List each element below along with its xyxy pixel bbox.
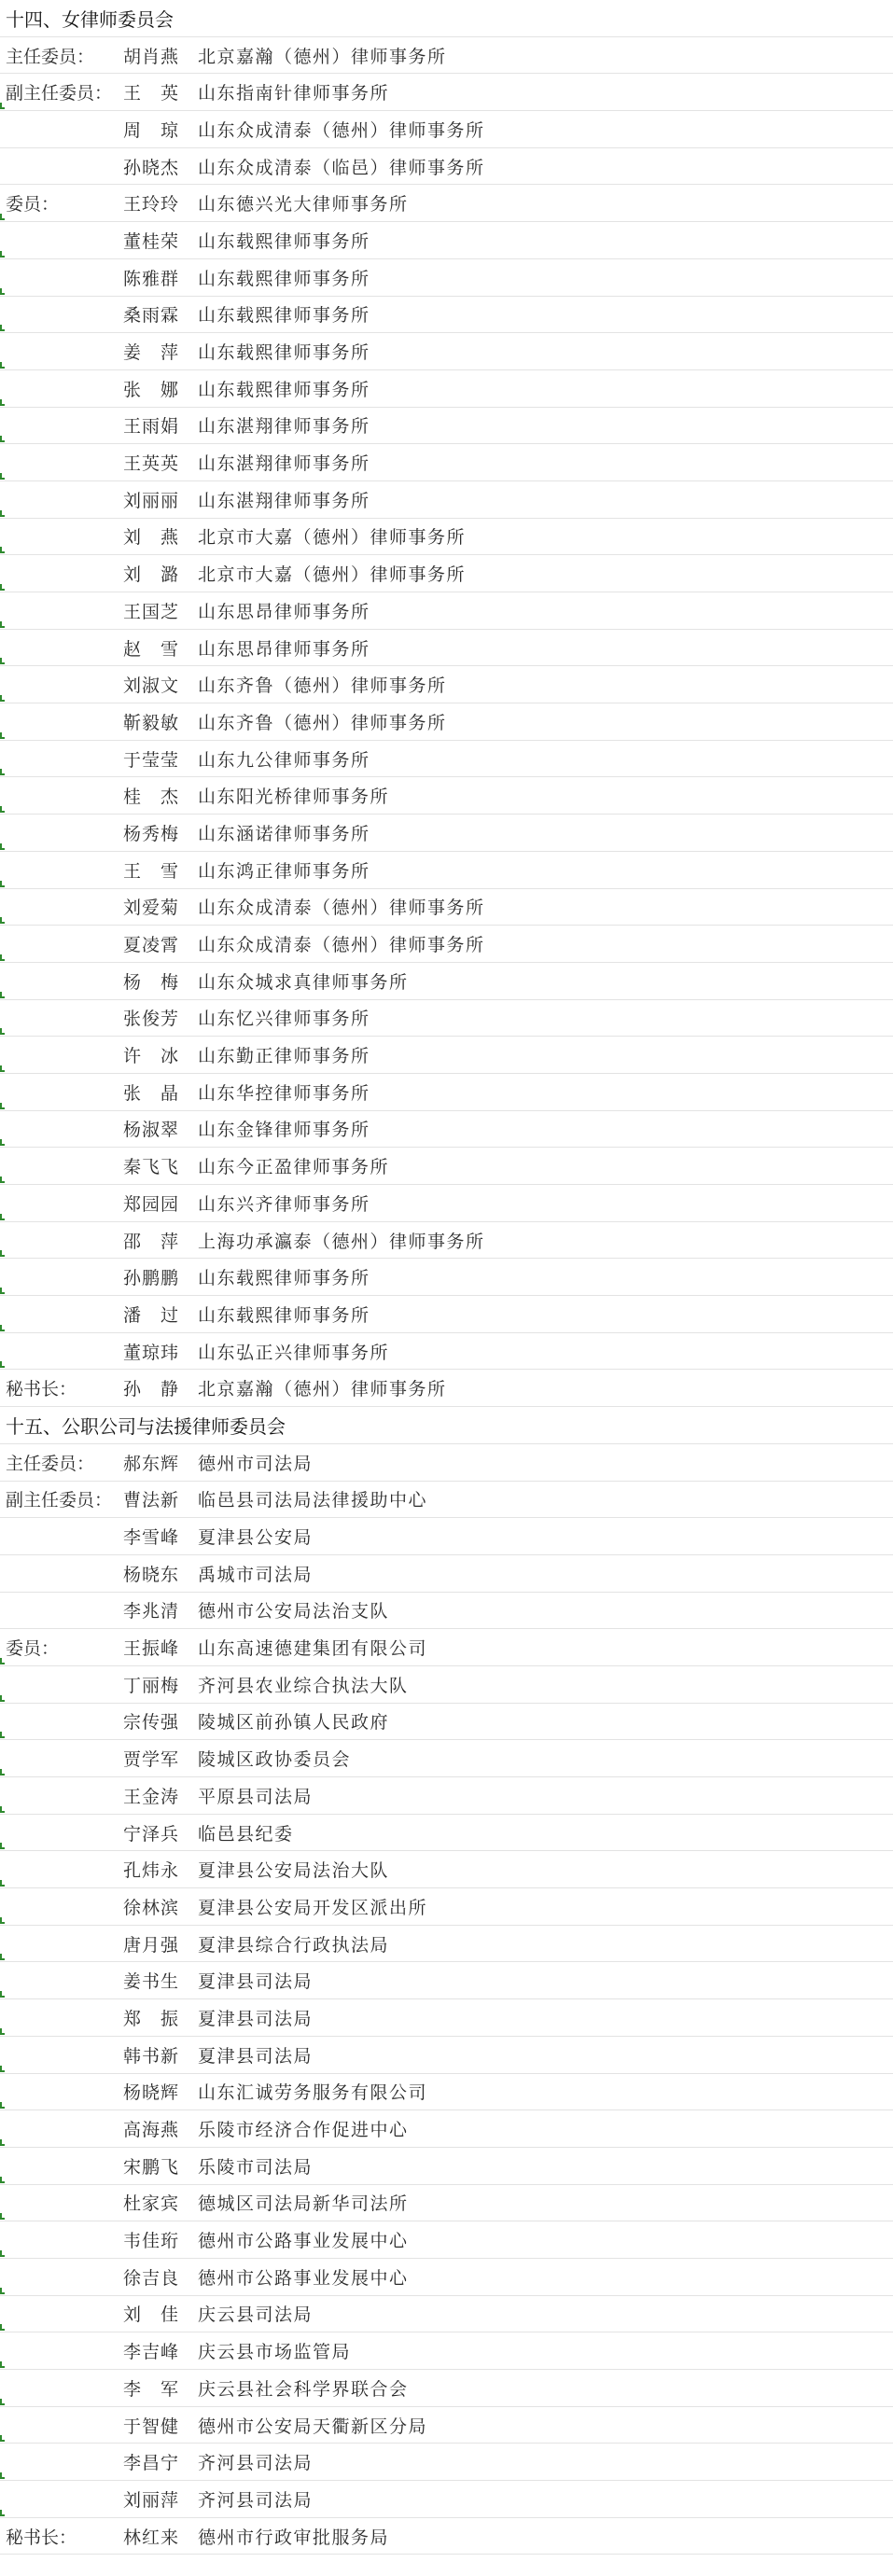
cell-comment-marker-icon	[0, 658, 5, 664]
member-name: 唐月强	[123, 1934, 180, 1956]
member-name: 宗传强	[123, 1712, 180, 1734]
member-name: 刘丽丽	[123, 490, 180, 511]
member-organization: 山东思昂律师事务所	[198, 601, 370, 622]
member-row	[0, 926, 893, 963]
member-name: 李吉峰	[123, 2342, 180, 2363]
cell-comment-marker-icon	[0, 2399, 5, 2405]
member-name: 孙晓杰	[123, 157, 180, 178]
member-name: 徐林滨	[123, 1897, 180, 1918]
cell-comment-marker-icon	[0, 1028, 5, 1035]
member-name: 高海燕	[123, 2120, 180, 2141]
member-name: 刘 燕	[123, 527, 180, 549]
member-organization: 临邑县司法局法律援助中心	[198, 1490, 428, 1511]
member-organization: 山东众成清泰（德州）律师事务所	[198, 898, 485, 919]
member-row	[0, 222, 893, 259]
cell-comment-marker-icon	[0, 103, 5, 109]
cell-comment-marker-icon	[0, 2361, 5, 2368]
cell-comment-marker-icon	[0, 1954, 5, 1960]
member-row	[0, 2518, 893, 2555]
cell-comment-marker-icon	[0, 1917, 5, 1924]
member-organization: 德州市司法局	[198, 1453, 314, 1474]
member-organization: 山东湛翔律师事务所	[198, 490, 370, 511]
cell-comment-marker-icon	[0, 1658, 5, 1664]
cell-comment-marker-icon	[0, 732, 5, 739]
member-name: 宋鹏飞	[123, 2156, 180, 2178]
member-organization: 夏津县司法局	[198, 1971, 314, 1993]
member-row	[0, 1777, 893, 1815]
member-name: 孔炜永	[123, 1860, 180, 1882]
member-organization: 德州市公安局天衢新区分局	[198, 2416, 428, 2437]
section-title: 十四、女律师委员会	[6, 7, 174, 31]
member-name: 孙 静	[123, 1379, 180, 1400]
member-row	[0, 2148, 893, 2185]
member-name: 靳毅敏	[123, 712, 180, 733]
member-organization: 山东众成清泰（德州）律师事务所	[198, 935, 485, 956]
cell-comment-marker-icon	[0, 1065, 5, 1072]
cell-comment-marker-icon	[0, 1139, 5, 1146]
section-title: 十五、公职公司与法援律师委员会	[6, 1414, 286, 1438]
member-role: 副主任委员：	[6, 1490, 113, 1511]
member-name: 林红来	[123, 2527, 180, 2548]
member-name: 韦佳珩	[123, 2231, 180, 2252]
member-role: 秘书长：	[6, 2527, 77, 2548]
cell-comment-marker-icon	[0, 1361, 5, 1368]
member-row	[0, 1370, 893, 1407]
member-row	[0, 1037, 893, 1074]
member-row	[0, 2110, 893, 2148]
member-name: 张 娜	[123, 379, 180, 400]
member-role: 副主任委员：	[6, 83, 113, 104]
cell-comment-marker-icon	[0, 2510, 5, 2516]
member-name: 曹法新	[123, 1490, 180, 1511]
member-row	[0, 1666, 893, 1704]
member-name: 于智健	[123, 2416, 180, 2437]
member-organization: 北京嘉瀚（德州）律师事务所	[198, 46, 447, 67]
member-organization: 山东众成清泰（临邑）律师事务所	[198, 157, 485, 178]
member-name: 潘 过	[123, 1304, 180, 1326]
member-organization: 陵城区前孙镇人民政府	[198, 1712, 390, 1734]
member-organization: 夏津县司法局	[198, 2008, 314, 2029]
member-role: 委员：	[6, 194, 60, 216]
member-organization: 齐河县农业综合执法大队	[198, 1675, 409, 1696]
member-organization: 山东德兴光大律师事务所	[198, 194, 409, 216]
member-name: 李 军	[123, 2378, 180, 2400]
member-row	[0, 2444, 893, 2481]
member-organization: 夏津县公安局法治大队	[198, 1860, 390, 1882]
member-name: 王雨娟	[123, 416, 180, 438]
member-row	[0, 2259, 893, 2296]
section-heading	[0, 0, 893, 37]
member-name: 张 晶	[123, 1082, 180, 1104]
cell-comment-marker-icon	[0, 1288, 5, 1294]
member-row	[0, 1888, 893, 1926]
member-row	[0, 2296, 893, 2333]
cell-comment-marker-icon	[0, 917, 5, 924]
member-organization: 庆云县市场监管局	[198, 2342, 352, 2363]
cell-comment-marker-icon	[0, 695, 5, 702]
member-name: 陈雅群	[123, 268, 180, 289]
member-name: 董琼玮	[123, 1342, 180, 1363]
section-heading	[0, 1407, 893, 1444]
member-row	[0, 1333, 893, 1371]
member-row	[0, 666, 893, 703]
member-name: 张俊芳	[123, 1009, 180, 1030]
member-organization: 山东指南针律师事务所	[198, 83, 390, 104]
member-organization: 山东思昂律师事务所	[198, 638, 370, 660]
cell-comment-marker-icon	[0, 1991, 5, 1998]
member-row	[0, 1000, 893, 1037]
member-organization: 德州市公安局法治支队	[198, 1601, 390, 1622]
member-row	[0, 555, 893, 592]
cell-comment-marker-icon	[0, 1103, 5, 1109]
member-name: 许 冰	[123, 1046, 180, 1067]
member-row	[0, 111, 893, 148]
member-organization: 山东载熙律师事务所	[198, 305, 370, 327]
member-organization: 山东载熙律师事务所	[198, 230, 370, 252]
member-organization: 禹城市司法局	[198, 1564, 314, 1585]
cell-comment-marker-icon	[0, 1732, 5, 1738]
member-row	[0, 815, 893, 852]
member-row	[0, 185, 893, 222]
member-organization: 山东众成清泰（德州）律师事务所	[198, 119, 485, 141]
cell-comment-marker-icon	[0, 1695, 5, 1702]
member-organization: 山东忆兴律师事务所	[198, 1009, 370, 1030]
member-organization: 平原县司法局	[198, 1786, 314, 1807]
member-organization: 山东齐鲁（德州）律师事务所	[198, 675, 447, 697]
member-row	[0, 1111, 893, 1149]
member-row	[0, 370, 893, 408]
member-organization: 德州市公路事业发展中心	[198, 2267, 409, 2289]
member-row	[0, 889, 893, 926]
member-organization: 山东华控律师事务所	[198, 1082, 370, 1104]
member-name: 刘丽萍	[123, 2489, 180, 2511]
member-organization: 陵城区政协委员会	[198, 1749, 352, 1771]
member-row	[0, 1593, 893, 1630]
member-row	[0, 1482, 893, 1519]
cell-comment-marker-icon	[0, 2250, 5, 2257]
cell-comment-marker-icon	[0, 1806, 5, 1813]
cell-comment-marker-icon	[0, 1325, 5, 1331]
member-name: 王 英	[123, 83, 180, 104]
member-row	[0, 259, 893, 297]
member-row	[0, 2481, 893, 2518]
cell-comment-marker-icon	[0, 436, 5, 442]
member-row	[0, 2370, 893, 2407]
member-name: 姜书生	[123, 1971, 180, 1993]
cell-comment-marker-icon	[0, 2028, 5, 2035]
member-row	[0, 630, 893, 667]
member-row	[0, 592, 893, 630]
member-name: 杨晓辉	[123, 2082, 180, 2104]
member-name: 王玲玲	[123, 194, 180, 216]
cell-comment-marker-icon	[0, 1250, 5, 1257]
cell-comment-marker-icon	[0, 2435, 5, 2442]
member-organization: 山东鸿正律师事务所	[198, 860, 370, 882]
member-row	[0, 703, 893, 741]
member-name: 李兆清	[123, 1601, 180, 1622]
member-name: 桂 杰	[123, 787, 180, 808]
member-organization: 庆云县司法局	[198, 2304, 314, 2326]
member-organization: 山东九公律师事务所	[198, 749, 370, 771]
member-row	[0, 74, 893, 111]
member-name: 郑 振	[123, 2008, 180, 2029]
member-organization: 庆云县社会科学界联合会	[198, 2378, 409, 2400]
member-name: 王金涛	[123, 1786, 180, 1807]
member-name: 杜家宾	[123, 2193, 180, 2215]
member-name: 姜 萍	[123, 342, 180, 364]
member-row	[0, 1148, 893, 1185]
member-organization: 山东今正盈律师事务所	[198, 1157, 390, 1178]
member-organization: 山东兴齐律师事务所	[198, 1193, 370, 1215]
member-name: 董桂荣	[123, 230, 180, 252]
member-name: 周 琼	[123, 119, 180, 141]
cell-comment-marker-icon	[0, 362, 5, 369]
cell-comment-marker-icon	[0, 325, 5, 331]
member-name: 李昌宁	[123, 2453, 180, 2474]
member-organization: 夏津县综合行政执法局	[198, 1934, 390, 1956]
member-name: 郑园园	[123, 1193, 180, 1215]
member-row	[0, 1259, 893, 1296]
member-row	[0, 1704, 893, 1741]
member-row	[0, 1185, 893, 1222]
member-organization: 夏津县公安局	[198, 1527, 314, 1549]
member-name: 孙鹏鹏	[123, 1268, 180, 1289]
member-name: 邵 萍	[123, 1231, 180, 1252]
cell-comment-marker-icon	[0, 2213, 5, 2220]
member-organization: 山东齐鲁（德州）律师事务所	[198, 712, 447, 733]
member-row	[0, 963, 893, 1000]
member-row	[0, 2407, 893, 2444]
member-row	[0, 519, 893, 556]
member-organization: 山东载熙律师事务所	[198, 1304, 370, 1326]
member-organization: 北京嘉瀚（德州）律师事务所	[198, 1379, 447, 1400]
cell-comment-marker-icon	[0, 584, 5, 591]
member-organization: 北京市大嘉（德州）律师事务所	[198, 527, 467, 549]
member-organization: 北京市大嘉（德州）律师事务所	[198, 564, 467, 586]
member-role: 秘书长：	[6, 1379, 77, 1400]
member-organization: 山东众城求真律师事务所	[198, 971, 409, 993]
member-row	[0, 1815, 893, 1852]
member-organization: 山东载熙律师事务所	[198, 1268, 370, 1289]
member-organization: 山东涵诺律师事务所	[198, 823, 370, 844]
cell-comment-marker-icon	[0, 2288, 5, 2294]
member-row	[0, 444, 893, 481]
member-row	[0, 2185, 893, 2222]
member-name: 于莹莹	[123, 749, 180, 771]
member-name: 刘 佳	[123, 2304, 180, 2326]
member-organization: 德州市公路事业发展中心	[198, 2231, 409, 2252]
cell-comment-marker-icon	[0, 621, 5, 628]
member-row	[0, 1555, 893, 1593]
member-name: 刘淑文	[123, 675, 180, 697]
cell-comment-marker-icon	[0, 992, 5, 998]
member-organization: 临邑县纪委	[198, 1823, 294, 1845]
member-row	[0, 777, 893, 815]
member-organization: 山东高速德建集团有限公司	[198, 1638, 428, 1660]
member-row	[0, 148, 893, 186]
member-row	[0, 1740, 893, 1777]
member-name: 赵 雪	[123, 638, 180, 660]
cell-comment-marker-icon	[0, 1214, 5, 1220]
member-organization: 上海功承瀛泰（德州）律师事务所	[198, 1231, 485, 1252]
cell-comment-marker-icon	[0, 769, 5, 775]
member-name: 徐吉良	[123, 2267, 180, 2289]
member-name: 杨淑翠	[123, 1120, 180, 1141]
member-organization: 德州市行政审批服务局	[198, 2527, 390, 2548]
member-row	[0, 1444, 893, 1482]
cell-comment-marker-icon	[0, 2472, 5, 2479]
member-name: 王英英	[123, 453, 180, 475]
member-name: 王 雪	[123, 860, 180, 882]
cell-comment-marker-icon	[0, 2177, 5, 2183]
member-row	[0, 2074, 893, 2111]
cell-comment-marker-icon	[0, 1843, 5, 1849]
cell-comment-marker-icon	[0, 881, 5, 887]
member-name: 贾学军	[123, 1749, 180, 1771]
cell-comment-marker-icon	[0, 2139, 5, 2146]
member-organization: 齐河县司法局	[198, 2453, 314, 2474]
member-organization: 山东金锋律师事务所	[198, 1120, 370, 1141]
cell-comment-marker-icon	[0, 1769, 5, 1775]
member-organization: 乐陵市司法局	[198, 2156, 314, 2178]
member-organization: 齐河县司法局	[198, 2489, 314, 2511]
member-name: 王国芝	[123, 601, 180, 622]
cell-comment-marker-icon	[0, 473, 5, 480]
member-row	[0, 741, 893, 778]
member-row	[0, 1296, 893, 1333]
cell-comment-marker-icon	[0, 843, 5, 850]
member-organization: 山东载熙律师事务所	[198, 379, 370, 400]
member-organization: 山东弘正兴律师事务所	[198, 1342, 390, 1363]
member-row	[0, 1999, 893, 2037]
member-row	[0, 1629, 893, 1666]
member-name: 丁丽梅	[123, 1675, 180, 1696]
member-name: 韩书新	[123, 2045, 180, 2067]
cell-comment-marker-icon	[0, 806, 5, 813]
member-name: 刘爱菊	[123, 898, 180, 919]
member-row	[0, 297, 893, 334]
member-name: 王振峰	[123, 1638, 180, 1660]
cell-comment-marker-icon	[0, 2066, 5, 2072]
cell-comment-marker-icon	[0, 214, 5, 220]
member-row	[0, 37, 893, 75]
member-row	[0, 1851, 893, 1888]
member-row	[0, 1222, 893, 1260]
member-row	[0, 1926, 893, 1963]
member-row	[0, 1962, 893, 1999]
member-organization: 山东载熙律师事务所	[198, 342, 370, 364]
cell-comment-marker-icon	[0, 1177, 5, 1183]
member-organization: 夏津县司法局	[198, 2045, 314, 2067]
member-organization: 山东湛翔律师事务所	[198, 416, 370, 438]
member-organization: 乐陵市经济合作促进中心	[198, 2120, 409, 2141]
cell-comment-marker-icon	[0, 1880, 5, 1887]
cell-comment-marker-icon	[0, 288, 5, 295]
member-name: 胡肖燕	[123, 46, 180, 67]
member-name: 郝东辉	[123, 1453, 180, 1474]
member-organization: 山东载熙律师事务所	[198, 268, 370, 289]
member-name: 杨 梅	[123, 971, 180, 993]
member-row	[0, 2221, 893, 2259]
cell-comment-marker-icon	[0, 399, 5, 406]
cell-comment-marker-icon	[0, 2102, 5, 2109]
member-organization: 德城区司法局新华司法所	[198, 2193, 409, 2215]
cell-comment-marker-icon	[0, 251, 5, 258]
member-organization: 山东阳光桥律师事务所	[198, 787, 390, 808]
member-role: 委员：	[6, 1638, 60, 1660]
member-organization: 山东湛翔律师事务所	[198, 453, 370, 475]
cell-comment-marker-icon	[0, 510, 5, 517]
member-organization: 山东汇诚劳务服务有限公司	[198, 2082, 428, 2104]
member-row	[0, 852, 893, 889]
cell-comment-marker-icon	[0, 2324, 5, 2331]
member-row	[0, 1074, 893, 1111]
member-name: 杨晓东	[123, 1564, 180, 1585]
member-role: 主任委员：	[6, 1453, 95, 1474]
cell-comment-marker-icon	[0, 954, 5, 961]
member-name: 夏凌霄	[123, 935, 180, 956]
member-name: 宁泽兵	[123, 1823, 180, 1845]
member-organization: 夏津县公安局开发区派出所	[198, 1897, 428, 1918]
member-name: 桑雨霖	[123, 305, 180, 327]
member-name: 李雪峰	[123, 1527, 180, 1549]
member-name: 刘 潞	[123, 564, 180, 586]
member-row	[0, 333, 893, 370]
member-row	[0, 1518, 893, 1555]
cell-comment-marker-icon	[0, 547, 5, 553]
member-name: 秦飞飞	[123, 1157, 180, 1178]
member-organization: 山东勤正律师事务所	[198, 1046, 370, 1067]
member-role: 主任委员：	[6, 46, 95, 67]
member-row	[0, 408, 893, 445]
member-row	[0, 481, 893, 519]
member-row	[0, 2037, 893, 2074]
member-row	[0, 2332, 893, 2370]
member-name: 杨秀梅	[123, 823, 180, 844]
